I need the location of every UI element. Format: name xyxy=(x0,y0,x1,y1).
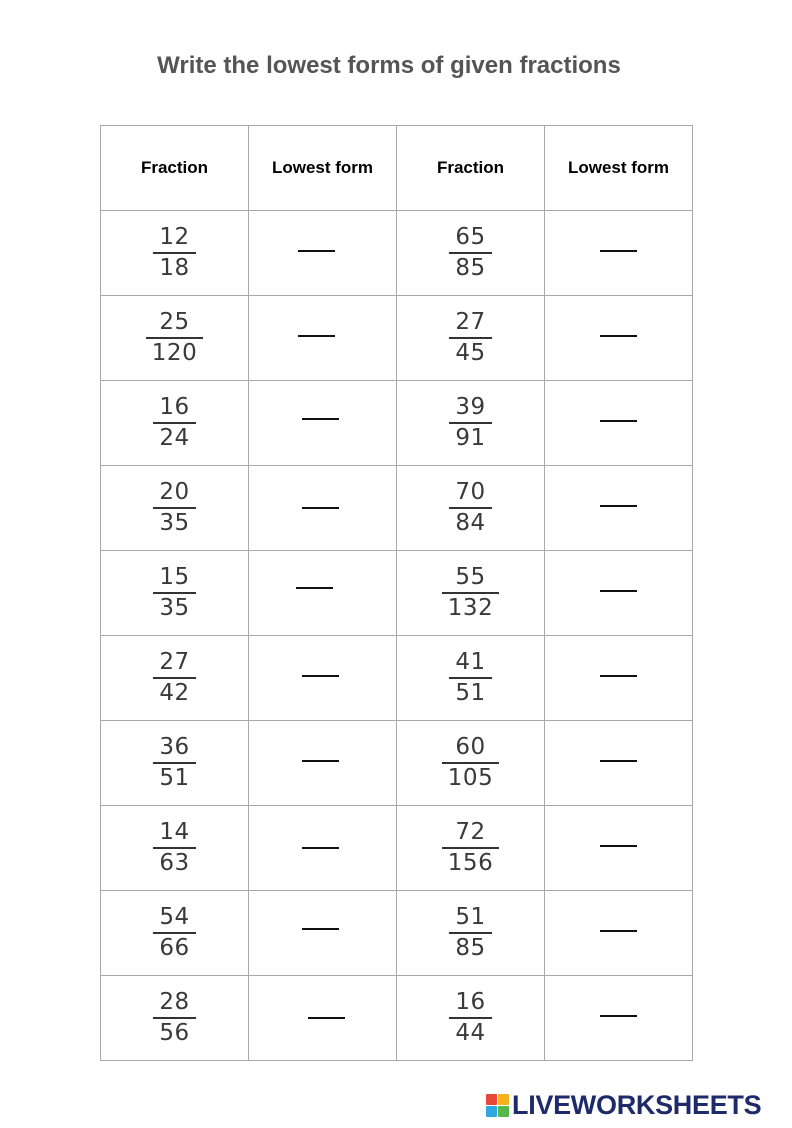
table-row xyxy=(101,806,693,891)
denominator: 24 xyxy=(159,425,190,451)
fraction xyxy=(449,479,491,537)
answer-blank[interactable] xyxy=(296,587,333,589)
answer-blank[interactable] xyxy=(600,250,637,252)
fraction-bar xyxy=(449,337,491,339)
fraction-bar xyxy=(153,507,195,509)
logo-icon xyxy=(486,1094,509,1117)
fraction-bar xyxy=(449,1017,491,1019)
header-fraction-2: Fraction xyxy=(397,126,545,211)
numerator: 27 xyxy=(159,649,190,675)
numerator: 36 xyxy=(159,734,190,760)
fraction-bar xyxy=(153,252,195,254)
table-row xyxy=(101,466,693,551)
logo-icon-tile xyxy=(498,1094,509,1105)
fraction-bar xyxy=(442,762,499,764)
lowest-form-cell[interactable] xyxy=(545,381,693,466)
answer-blank[interactable] xyxy=(600,1015,637,1017)
answer-blank[interactable] xyxy=(600,845,637,847)
table-row xyxy=(101,381,693,466)
lowest-form-cell[interactable] xyxy=(249,296,397,381)
answer-blank[interactable] xyxy=(308,1017,345,1019)
numerator: 14 xyxy=(159,819,190,845)
numerator: 27 xyxy=(455,309,486,335)
lowest-form-cell[interactable] xyxy=(545,891,693,976)
logo-icon-tile xyxy=(498,1106,509,1117)
fraction-cell xyxy=(101,976,249,1061)
numerator: 65 xyxy=(455,224,486,250)
numerator: 51 xyxy=(455,904,486,930)
denominator: 85 xyxy=(455,935,486,961)
fraction-cell xyxy=(101,721,249,806)
logo-icon-tile xyxy=(486,1094,497,1105)
denominator: 51 xyxy=(455,680,486,706)
fraction xyxy=(153,649,195,707)
lowest-form-cell[interactable] xyxy=(249,721,397,806)
fraction-cell xyxy=(397,381,545,466)
logo-text: LIVEWORKSHEETS xyxy=(512,1089,762,1120)
numerator: 60 xyxy=(455,734,486,760)
fraction xyxy=(442,564,499,622)
fraction-cell xyxy=(397,296,545,381)
denominator: 120 xyxy=(151,340,198,366)
lowest-form-cell[interactable] xyxy=(545,636,693,721)
lowest-form-cell[interactable] xyxy=(249,976,397,1061)
fraction-bar xyxy=(153,422,195,424)
answer-blank[interactable] xyxy=(302,847,339,849)
denominator: 44 xyxy=(455,1020,486,1046)
lowest-form-cell[interactable] xyxy=(249,466,397,551)
fraction-bar xyxy=(146,337,203,339)
answer-blank[interactable] xyxy=(298,335,335,337)
answer-blank[interactable] xyxy=(600,760,637,762)
fraction-cell xyxy=(397,976,545,1061)
denominator: 91 xyxy=(455,425,486,451)
fraction xyxy=(153,904,195,962)
answer-blank[interactable] xyxy=(600,590,637,592)
answer-blank[interactable] xyxy=(600,335,637,337)
denominator: 56 xyxy=(159,1020,190,1046)
page-title: Write the lowest forms of given fractions xyxy=(157,52,621,79)
fraction-bar xyxy=(442,847,499,849)
table-row xyxy=(101,551,693,636)
denominator: 156 xyxy=(447,850,494,876)
fraction-cell xyxy=(397,636,545,721)
lowest-form-cell[interactable] xyxy=(545,551,693,636)
fractions-table xyxy=(100,125,693,1061)
denominator: 18 xyxy=(159,255,190,281)
table-body xyxy=(101,211,693,1061)
lowest-form-cell[interactable] xyxy=(545,976,693,1061)
fraction-bar xyxy=(449,932,491,934)
numerator: 72 xyxy=(455,819,486,845)
fraction-cell xyxy=(101,551,249,636)
header-lowest-form-1: Lowest form xyxy=(249,126,397,211)
denominator: 84 xyxy=(455,510,486,536)
numerator: 28 xyxy=(159,989,190,1015)
lowest-form-cell[interactable] xyxy=(545,211,693,296)
fraction-cell xyxy=(101,381,249,466)
denominator: 35 xyxy=(159,595,190,621)
answer-blank[interactable] xyxy=(302,507,339,509)
fraction-bar xyxy=(153,1017,195,1019)
fraction xyxy=(442,819,499,877)
logo-icon-tile xyxy=(486,1106,497,1117)
fraction xyxy=(449,649,491,707)
answer-blank[interactable] xyxy=(302,418,339,420)
fraction xyxy=(449,309,491,367)
answer-blank[interactable] xyxy=(298,250,335,252)
fraction-bar xyxy=(449,677,491,679)
denominator: 85 xyxy=(455,255,486,281)
answer-blank[interactable] xyxy=(600,420,637,422)
table-row xyxy=(101,721,693,806)
denominator: 132 xyxy=(447,595,494,621)
denominator: 63 xyxy=(159,850,190,876)
fraction-bar xyxy=(153,847,195,849)
numerator: 54 xyxy=(159,904,190,930)
lowest-form-cell[interactable] xyxy=(545,466,693,551)
lowest-form-cell[interactable] xyxy=(249,551,397,636)
denominator: 35 xyxy=(159,510,190,536)
fraction xyxy=(153,989,195,1047)
numerator: 20 xyxy=(159,479,190,505)
fraction xyxy=(449,394,491,452)
fraction-bar xyxy=(153,677,195,679)
answer-blank[interactable] xyxy=(302,675,339,677)
liveworksheets-logo xyxy=(486,1090,761,1120)
fraction xyxy=(153,394,195,452)
fraction-bar xyxy=(449,252,491,254)
fraction-cell xyxy=(101,296,249,381)
fraction xyxy=(442,734,499,792)
lowest-form-cell[interactable] xyxy=(249,806,397,891)
fraction xyxy=(146,309,203,367)
numerator: 55 xyxy=(455,564,486,590)
denominator: 45 xyxy=(455,340,486,366)
fraction-bar xyxy=(442,592,499,594)
header-fraction-1: Fraction xyxy=(101,126,249,211)
fraction xyxy=(153,479,195,537)
fraction-cell xyxy=(397,551,545,636)
numerator: 41 xyxy=(455,649,486,675)
fraction-cell xyxy=(397,211,545,296)
fraction-cell xyxy=(101,211,249,296)
fraction xyxy=(153,819,195,877)
fraction-cell xyxy=(397,806,545,891)
fraction xyxy=(449,224,491,282)
fraction-cell xyxy=(397,721,545,806)
lowest-form-cell[interactable] xyxy=(545,721,693,806)
numerator: 16 xyxy=(159,394,190,420)
fraction-bar xyxy=(449,507,491,509)
answer-blank[interactable] xyxy=(600,505,637,507)
answer-blank[interactable] xyxy=(600,675,637,677)
fraction-cell xyxy=(101,466,249,551)
answer-blank[interactable] xyxy=(302,928,339,930)
denominator: 42 xyxy=(159,680,190,706)
answer-blank[interactable] xyxy=(302,760,339,762)
lowest-form-cell[interactable] xyxy=(249,891,397,976)
table-row xyxy=(101,296,693,381)
lowest-form-cell[interactable] xyxy=(249,636,397,721)
table-row xyxy=(101,636,693,721)
fraction-cell xyxy=(101,806,249,891)
fraction xyxy=(153,224,195,282)
fraction-bar xyxy=(153,932,195,934)
header-lowest-form-2: Lowest form xyxy=(545,126,693,211)
fraction-cell xyxy=(101,891,249,976)
fraction xyxy=(449,989,491,1047)
fraction xyxy=(153,734,195,792)
lowest-form-cell[interactable] xyxy=(249,211,397,296)
numerator: 16 xyxy=(455,989,486,1015)
fraction-cell xyxy=(397,466,545,551)
fraction-bar xyxy=(153,762,195,764)
answer-blank[interactable] xyxy=(600,930,637,932)
table-row xyxy=(101,211,693,296)
fraction-bar xyxy=(449,422,491,424)
fraction xyxy=(153,564,195,622)
fraction-cell xyxy=(397,891,545,976)
numerator: 12 xyxy=(159,224,190,250)
fraction-cell xyxy=(101,636,249,721)
table-row xyxy=(101,891,693,976)
numerator: 25 xyxy=(159,309,190,335)
denominator: 105 xyxy=(447,765,494,791)
denominator: 66 xyxy=(159,935,190,961)
numerator: 15 xyxy=(159,564,190,590)
numerator: 70 xyxy=(455,479,486,505)
table-row xyxy=(101,976,693,1061)
denominator: 51 xyxy=(159,765,190,791)
fraction xyxy=(449,904,491,962)
lowest-form-cell[interactable] xyxy=(545,806,693,891)
fraction-bar xyxy=(153,592,195,594)
lowest-form-cell[interactable] xyxy=(249,381,397,466)
numerator: 39 xyxy=(455,394,486,420)
header-row xyxy=(101,126,693,211)
lowest-form-cell[interactable] xyxy=(545,296,693,381)
